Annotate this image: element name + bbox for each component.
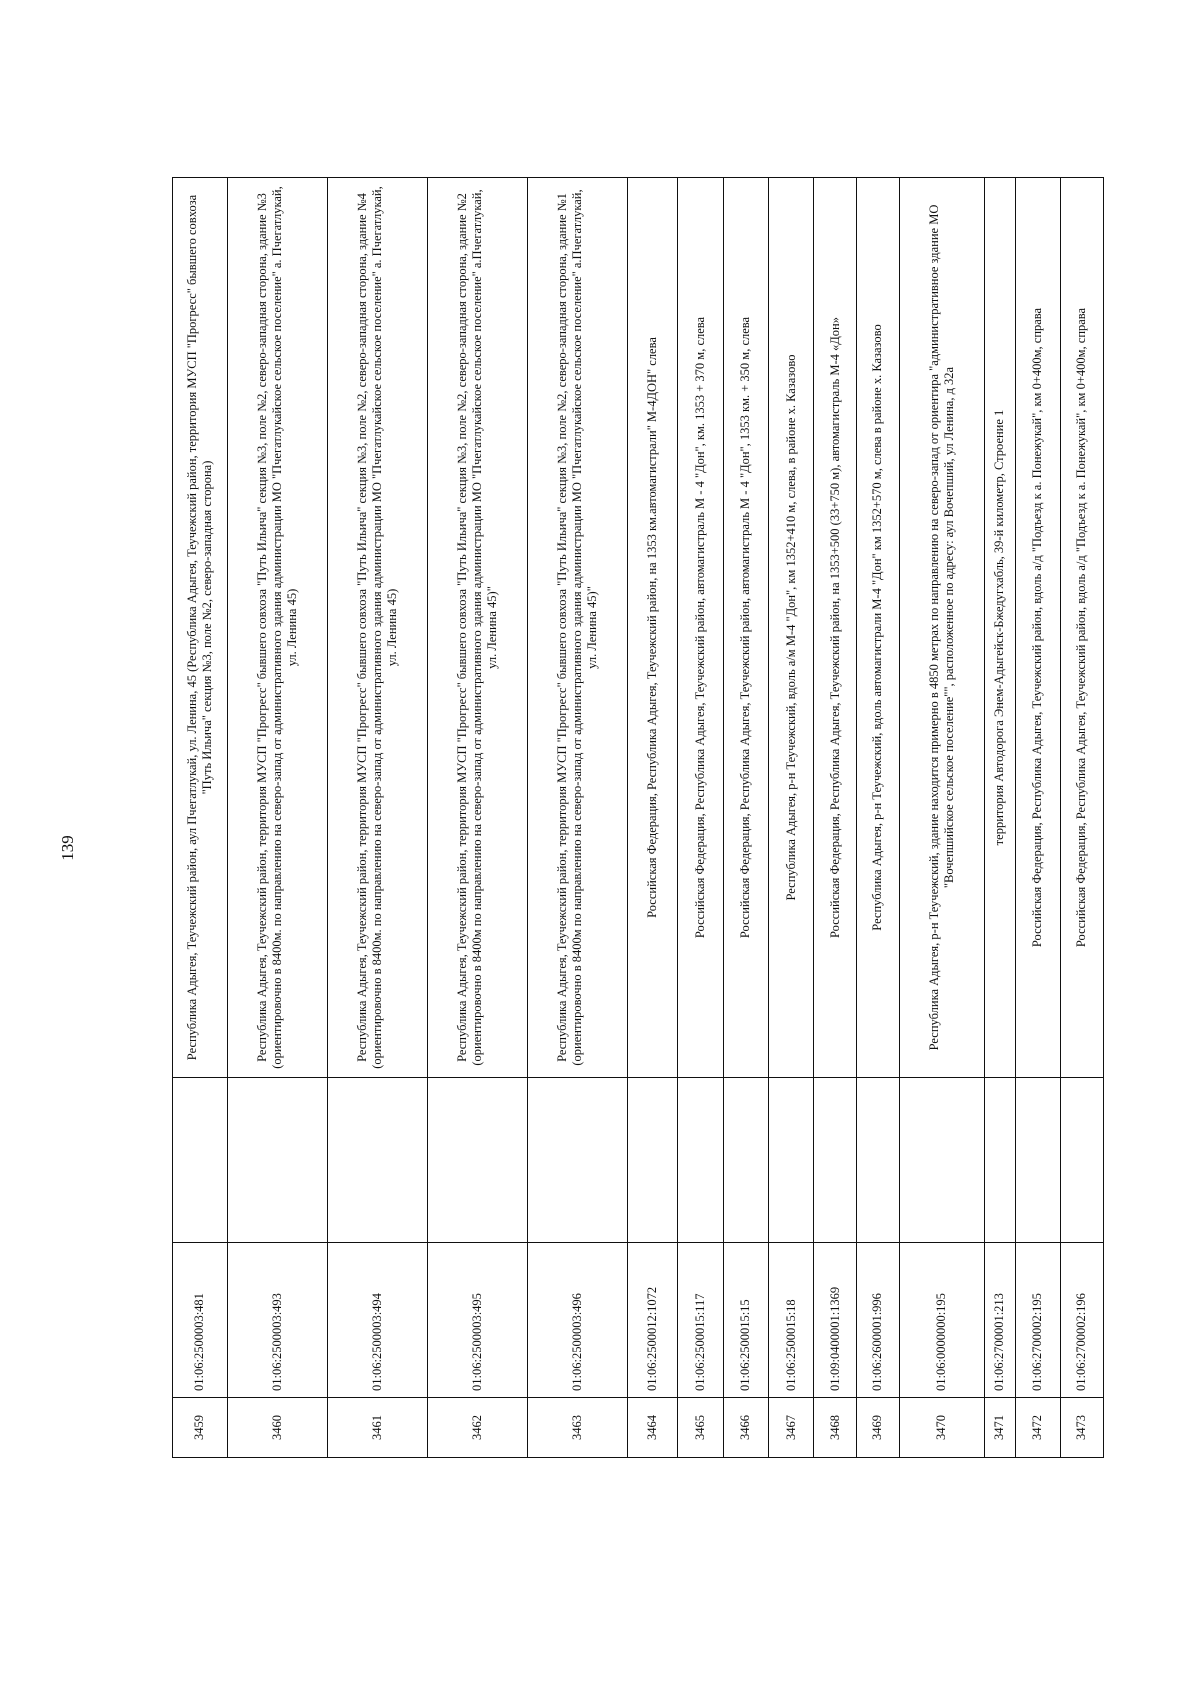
- row-number: 3460: [227, 1398, 327, 1458]
- address-cell: Российская Федерация, Республика Адыгея, Теучежский район, вдоль а/д "Подъезд к а. Понежукай", км 0+400м, справа: [1060, 178, 1103, 1078]
- address-cell: территория Автодорога Энем-Адыгейск-Бжедугхабль, 39-й километр, Строение 1: [984, 178, 1016, 1078]
- cadastral-number: 01:06:2700002:195: [1016, 1243, 1060, 1398]
- address-cell: Российская Федерация, Республика Адыгея, Теучежский район, автомагистраль М - 4 "Дон", 1353 км. + 350 м, слева: [723, 178, 768, 1078]
- empty-cell: [856, 1078, 899, 1243]
- address-cell: Российская Федерация, Республика Адыгея, Теучежский район, автомагистраль М - 4 "Дон", км. 1353 + 370 м, слева: [678, 178, 723, 1078]
- cadastral-number: 01:09:0400001:1369: [814, 1243, 856, 1398]
- table-row: [814, 178, 856, 1458]
- cadastral-number: 01:06:2700002:196: [1060, 1243, 1103, 1398]
- cadastral-number: 01:06:2500015:18: [768, 1243, 813, 1398]
- cadastral-number: 01:06:2500003:496: [528, 1243, 628, 1398]
- row-number: 3459: [173, 1398, 228, 1458]
- empty-cell: [427, 1078, 527, 1243]
- address-cell: Республика Адыгея, р-н Теучежский, вдоль а/м М-4 "Дон", км 1352+410 м, слева, в районе х. Казазово: [768, 178, 813, 1078]
- table-row: [678, 178, 723, 1458]
- empty-cell: [628, 1078, 678, 1243]
- empty-cell: [984, 1078, 1016, 1243]
- row-number: 3472: [1016, 1398, 1060, 1458]
- row-number: 3462: [427, 1398, 527, 1458]
- table-row: [723, 178, 768, 1458]
- cadastral-number: 01:06:2500003:493: [227, 1243, 327, 1398]
- empty-cell: [1016, 1078, 1060, 1243]
- address-cell: Республика Адыгея, Теучежский район, территория МУСП "Прогресс" бывшего совхоза "Путь Ильича" секция №3, поле №2, северо-западная сторона, здание №4 (ориентировочно в 8400м. по направлению на северо-запад от административного здания администрации МО "Пчегатлукайское сельское поселение" а. Пчегатлукай, ул. Ленина 45): [328, 178, 427, 1078]
- table-row: [427, 178, 527, 1458]
- empty-cell: [814, 1078, 856, 1243]
- row-number: 3469: [856, 1398, 899, 1458]
- address-cell: Республика Адыгея, Теучежский район, аул Пчегатлукай, ул. Ленина, 45 (Республика Адыгея, Теучежский район, территория МУСП "Прогресс" бывшего совхоза "Путь Ильича" секция №3, поле №2, северо-западная сторона): [173, 178, 228, 1078]
- empty-cell: [1060, 1078, 1103, 1243]
- address-cell: Республика Адыгея, р-н Теучежский, здание находится примерно в 4850 метрах по направлению на северо-запад от ориентира "административное здание МО "Вочепшийское сельское поселение"", расположенное по адресу: аул Вочепший, ул Ленина, д 32а: [899, 178, 984, 1078]
- row-number: 3467: [768, 1398, 813, 1458]
- row-number: 3468: [814, 1398, 856, 1458]
- cadastral-number: 01:06:0000000:195: [899, 1243, 984, 1398]
- address-cell: Российская Федерация, Республика Адыгея, Теучежский район, вдоль а/д "Подъезд к а. Понежукай", км 0+400м, справа: [1016, 178, 1060, 1078]
- address-cell: Республика Адыгея, Теучежский район, территория МУСП "Прогресс" бывшего совхоза "Путь Ильича" секция №3, поле №2, северо-западная сторона, здание №1 (ориентировочно в 8400м по направлению на северо-запад от административного здания администрации МО "Пчегатлукайское сельское поселение" а.Пчегатлукай, ул. Ленина 45)": [528, 178, 628, 1078]
- empty-cell: [227, 1078, 327, 1243]
- cadastral-number: 01:06:2500012:1072: [628, 1243, 678, 1398]
- empty-cell: [768, 1078, 813, 1243]
- cadastral-number: 01:06:2500003:481: [173, 1243, 228, 1398]
- table-row: [856, 178, 899, 1458]
- empty-cell: [173, 1078, 228, 1243]
- row-number: 3465: [678, 1398, 723, 1458]
- row-number: 3463: [528, 1398, 628, 1458]
- table-row: [1060, 178, 1103, 1458]
- table-row: [768, 178, 813, 1458]
- address-cell: Республика Адыгея, Теучежский район, территория МУСП "Прогресс" бывшего совхоза "Путь Ильича" секция №3, поле №2, северо-западная сторона, здание №3 (ориентировочно в 8400м. по направлению на северо-запад от административного здания администрации МО "Пчегатлукайское сельское поселение" а. Пчегатлукай, ул. Ленина 45): [227, 178, 327, 1078]
- address-cell: Республика Адыгея, р-н Теучежский, вдоль автомагистрали М-4 "Дон" км 1352+570 м, слева в районе х. Казазово: [856, 178, 899, 1078]
- empty-cell: [723, 1078, 768, 1243]
- empty-cell: [899, 1078, 984, 1243]
- address-cell: Российская Федерация, Республика Адыгея, Теучежский район, на 1353+500 (33+750 м), автомагистраль М-4 «Дон»: [814, 178, 856, 1078]
- row-number: 3473: [1060, 1398, 1103, 1458]
- row-number: 3470: [899, 1398, 984, 1458]
- row-number: 3464: [628, 1398, 678, 1458]
- row-number: 3471: [984, 1398, 1016, 1458]
- cadastral-number: 01:06:2600001:996: [856, 1243, 899, 1398]
- cadastral-number: 01:06:2500015:117: [678, 1243, 723, 1398]
- registry-table: [172, 177, 1104, 1458]
- table-row: [628, 178, 678, 1458]
- rotated-table-inner: [172, 178, 1104, 1458]
- page-number: 139: [58, 835, 77, 861]
- table-row: [1016, 178, 1060, 1458]
- registry-table-body: [173, 178, 1104, 1458]
- empty-cell: [328, 1078, 427, 1243]
- address-cell: Российская Федерация, Республика Адыгея, Теучежский район, на 1353 км.автомагистрали" М-4ДОН" слева: [628, 178, 678, 1078]
- empty-cell: [528, 1078, 628, 1243]
- table-row: [528, 178, 628, 1458]
- table-row: [227, 178, 327, 1458]
- table-row: [984, 178, 1016, 1458]
- cadastral-number: 01:06:2500015:15: [723, 1243, 768, 1398]
- table-row: [328, 178, 427, 1458]
- address-cell: Республика Адыгея, Теучежский район, территория МУСП "Прогресс" бывшего совхоза "Путь Ильича" секция №3, поле №2, северо-западная сторона, здание №2 (ориентировочно в 8400м по направлению на северо-запад от административного здания администрации МО "Пчегатлукайское сельское поселение" а.Пчегатлукай, ул. Ленина 45)": [427, 178, 527, 1078]
- table-row: [899, 178, 984, 1458]
- cadastral-number: 01:06:2500003:495: [427, 1243, 527, 1398]
- cadastral-number: 01:06:2700001:213: [984, 1243, 1016, 1398]
- cadastral-number: 01:06:2500003:494: [328, 1243, 427, 1398]
- empty-cell: [678, 1078, 723, 1243]
- row-number: 3461: [328, 1398, 427, 1458]
- row-number: 3466: [723, 1398, 768, 1458]
- table-row: [173, 178, 228, 1458]
- rotated-table-frame: [172, 178, 1104, 1458]
